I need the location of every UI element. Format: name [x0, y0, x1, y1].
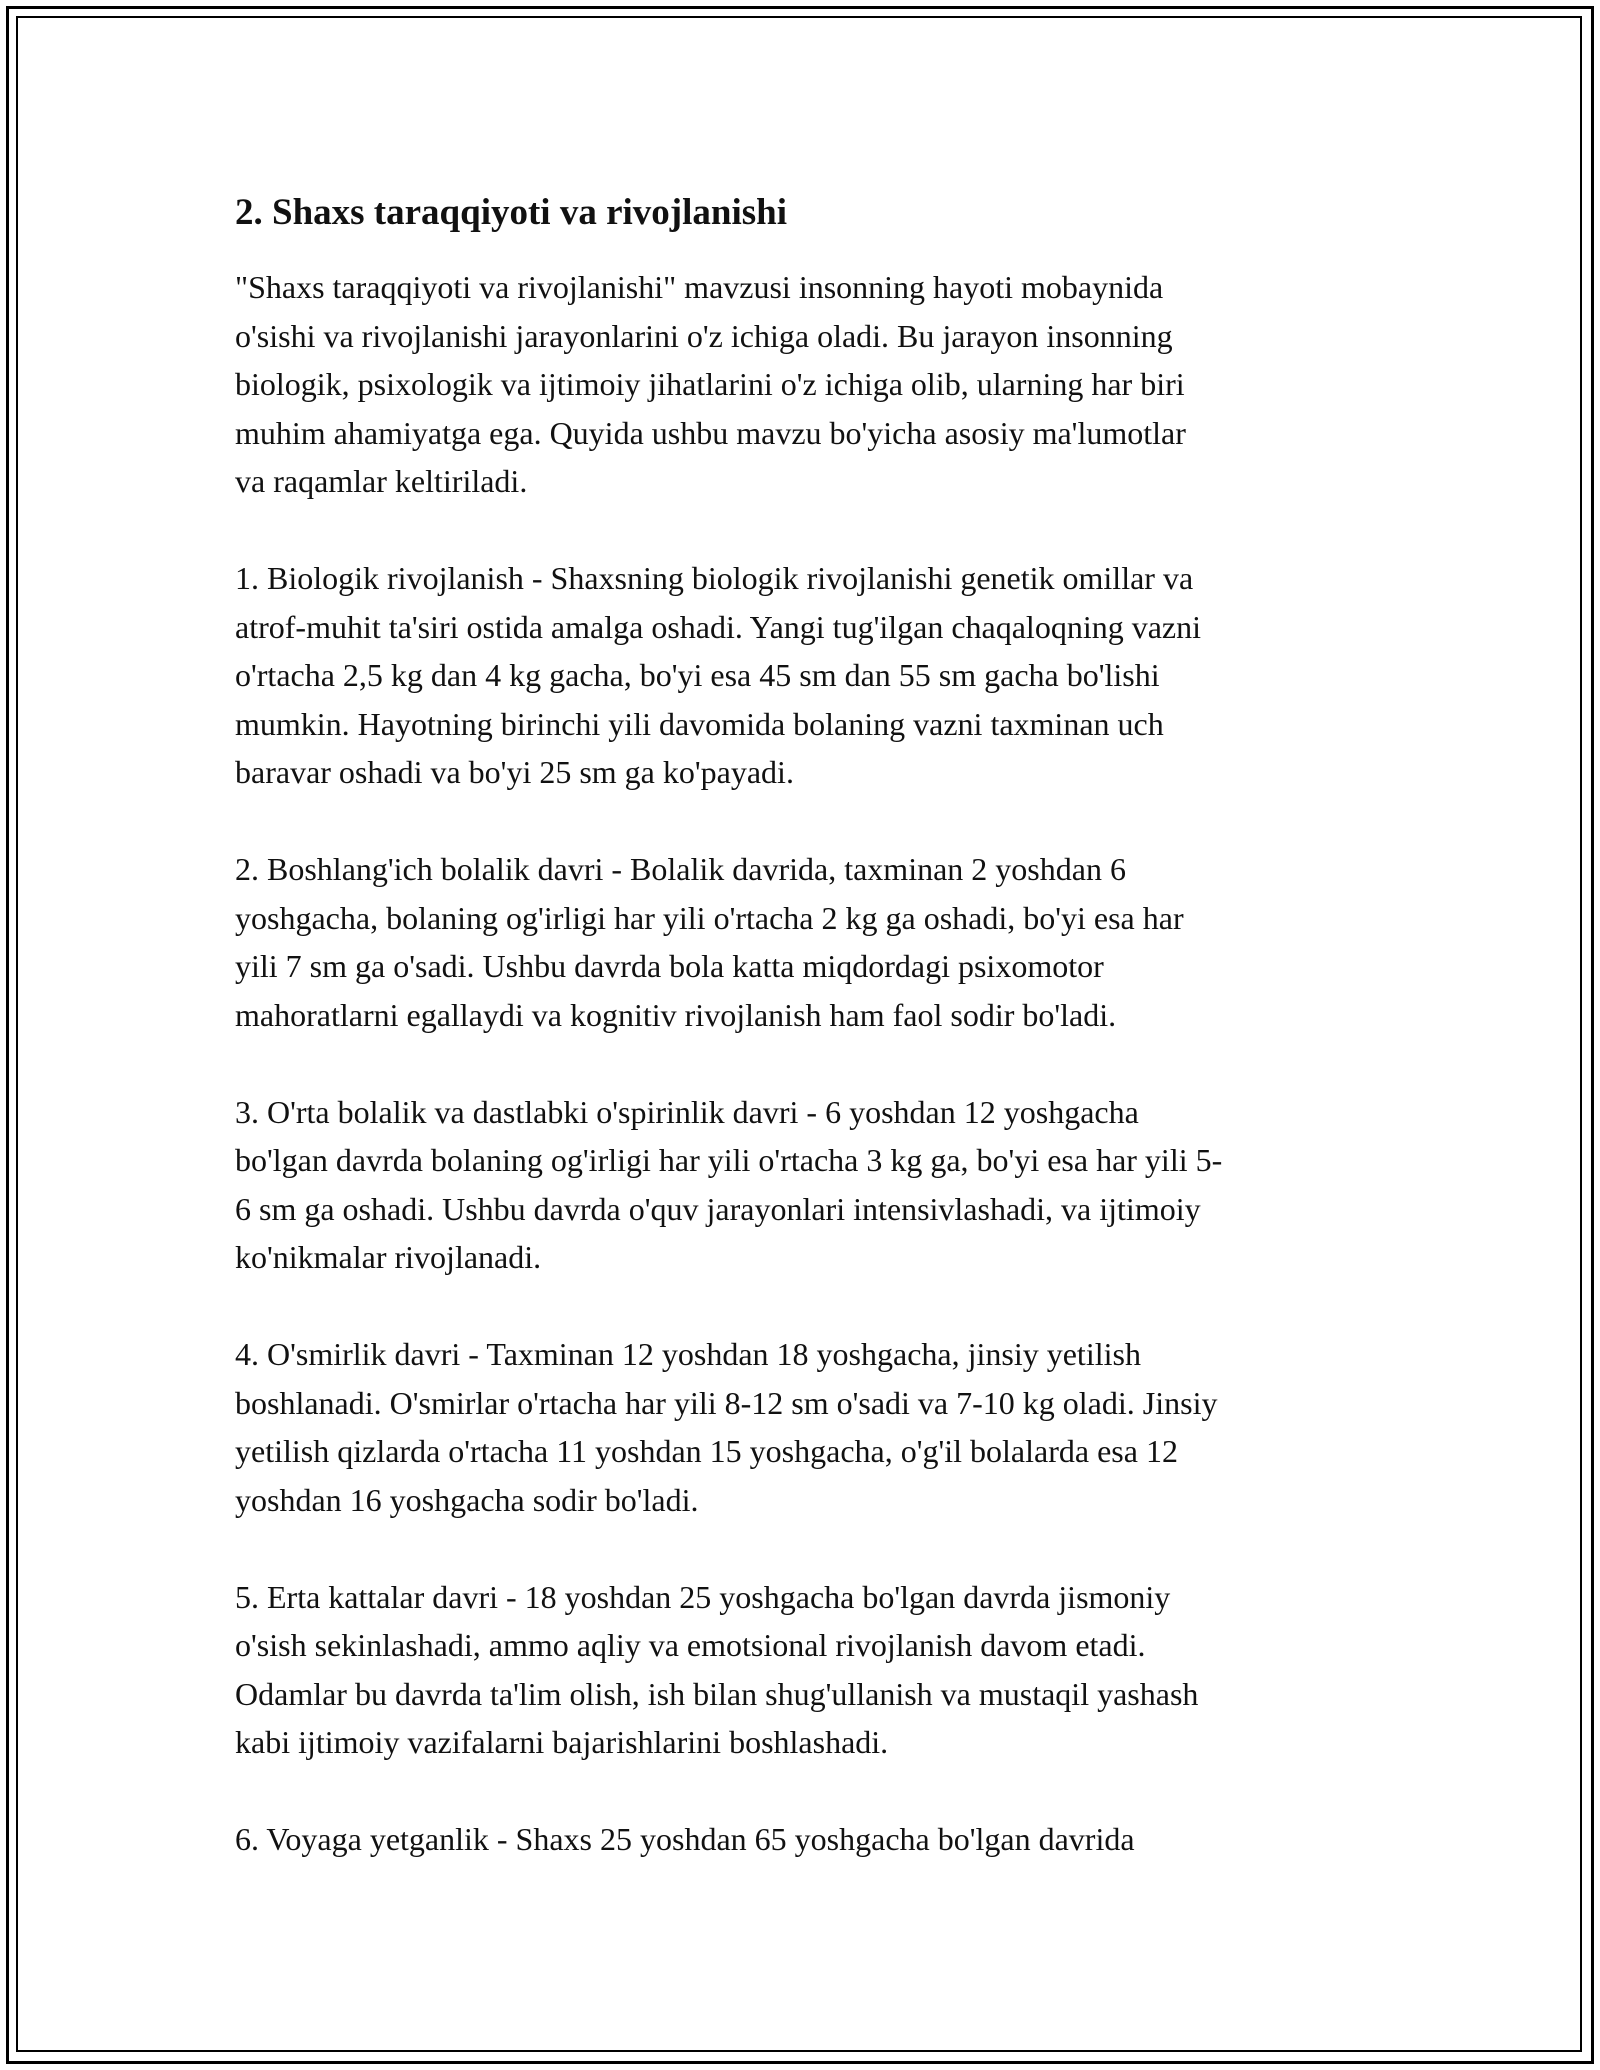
paragraph-line: kabi ijtimoiy vazifalarni bajarishlarini boshlashadi. — [235, 1724, 889, 1760]
paragraph-line: ko'nikmalar rivojlanadi. — [235, 1239, 542, 1275]
paragraph-line: o'sish sekinlashadi, ammo aqliy va emotsional rivojlanish davom etadi. — [235, 1627, 1146, 1663]
paragraph — [235, 554, 1375, 797]
paragraph-line: 5. Erta kattalar davri - 18 yoshdan 25 yoshgacha bo'lgan davrda jismoniy — [235, 1578, 1171, 1615]
paragraph — [235, 1815, 1375, 1864]
document-title: 2. Shaxs taraqqiyoti va rivojlanishi — [235, 192, 788, 233]
paragraph-line: 2. Boshlang'ich bolalik davri - Bolalik davrida, taxminan 2 yoshdan 6 — [235, 851, 1126, 887]
paragraph-line: 3. O'rta bolalik va dastlabki o'spirinlik davri - 6 yoshdan 12 yoshgacha — [235, 1093, 1139, 1130]
paragraph-line: 4. O'smirlik davri - Taxminan 12 yoshdan 18 yoshgacha, jinsiy yetilish — [235, 1336, 1141, 1372]
paragraph-line: va raqamlar keltiriladi. — [235, 463, 528, 499]
paragraph-line: atrof-muhit ta'siri ostida amalga oshadi. Yangi tug'ilgan chaqaloqning vazni — [235, 608, 1201, 645]
paragraph-line: 6 sm ga oshadi. Ushbu davrda o'quv jarayonlari intensivlashadi, va ijtimoiy — [235, 1190, 1201, 1227]
paragraph-line: bo'lgan davrda bolaning og'irligi har yili o'rtacha 3 kg ga, bo'yi esa har yili 5- — [235, 1142, 1223, 1178]
paragraph — [235, 1330, 1375, 1524]
paragraph-line: 1. Biologik rivojlanish - Shaxsning biologik rivojlanishi genetik omillar va — [235, 560, 1194, 596]
paragraph-line: biologik, psixologik va ijtimoiy jihatlarini o'z ichiga olib, ularning har biri — [235, 366, 1185, 402]
paragraph-line: yetilish qizlarda o'rtacha 11 yoshdan 15 yoshgacha, o'g'il bolalarda esa 12 — [235, 1433, 1178, 1469]
paragraph — [235, 845, 1375, 1039]
paragraph-list — [235, 263, 1375, 1864]
paragraph-line: yoshdan 16 yoshgacha sodir bo'ladi. — [235, 1481, 699, 1518]
paragraph-line: "Shaxs taraqqiyoti va rivojlanishi" mavzusi insonning hayoti mobaynida — [235, 269, 1164, 305]
paragraph — [235, 1088, 1375, 1282]
paragraph-line: o'rtacha 2,5 kg dan 4 kg gacha, bo'yi esa 45 sm dan 55 sm gacha bo'lishi — [235, 657, 1160, 693]
paragraph-line: boshlanadi. O'smirlar o'rtacha har yili 8-12 sm o'sadi va 7-10 kg oladi. Jinsiy — [235, 1384, 1218, 1421]
paragraph — [235, 1573, 1375, 1767]
paragraph-line: baravar oshadi va bo'yi 25 sm ga ko'payadi. — [235, 754, 794, 790]
paragraph — [235, 263, 1375, 506]
paragraph-line: Odamlar bu davrda ta'lim olish, ish bilan shug'ullanish va mustaqil yashash — [235, 1675, 1199, 1712]
paragraph-line: yoshgacha, bolaning og'irligi har yili o'rtacha 2 kg ga oshadi, bo'yi esa har — [235, 899, 1184, 936]
paragraph-line: o'sishi va rivojlanishi jarayonlarini o'z ichiga oladi. Bu jarayon insonning — [235, 317, 1173, 354]
paragraph-line: mahoratlarni egallaydi va kognitiv rivojlanish ham faol sodir bo'ladi. — [235, 996, 1117, 1033]
paragraph-line: mumkin. Hayotning birinchi yili davomida bolaning vazni taxminan uch — [235, 705, 1164, 742]
paragraph-line: 6. Voyaga yetganlik - Shaxs 25 yoshdan 65 yoshgacha bo'lgan davrida — [235, 1821, 1135, 1857]
paragraph-line: yili 7 sm ga o'sadi. Ushbu davrda bola katta miqdordagi psixomotor — [235, 948, 1104, 984]
document-body — [235, 185, 1375, 1912]
paragraph-line: muhim ahamiyatga ega. Quyida ushbu mavzu bo'yicha asosiy ma'lumotlar — [235, 414, 1186, 451]
